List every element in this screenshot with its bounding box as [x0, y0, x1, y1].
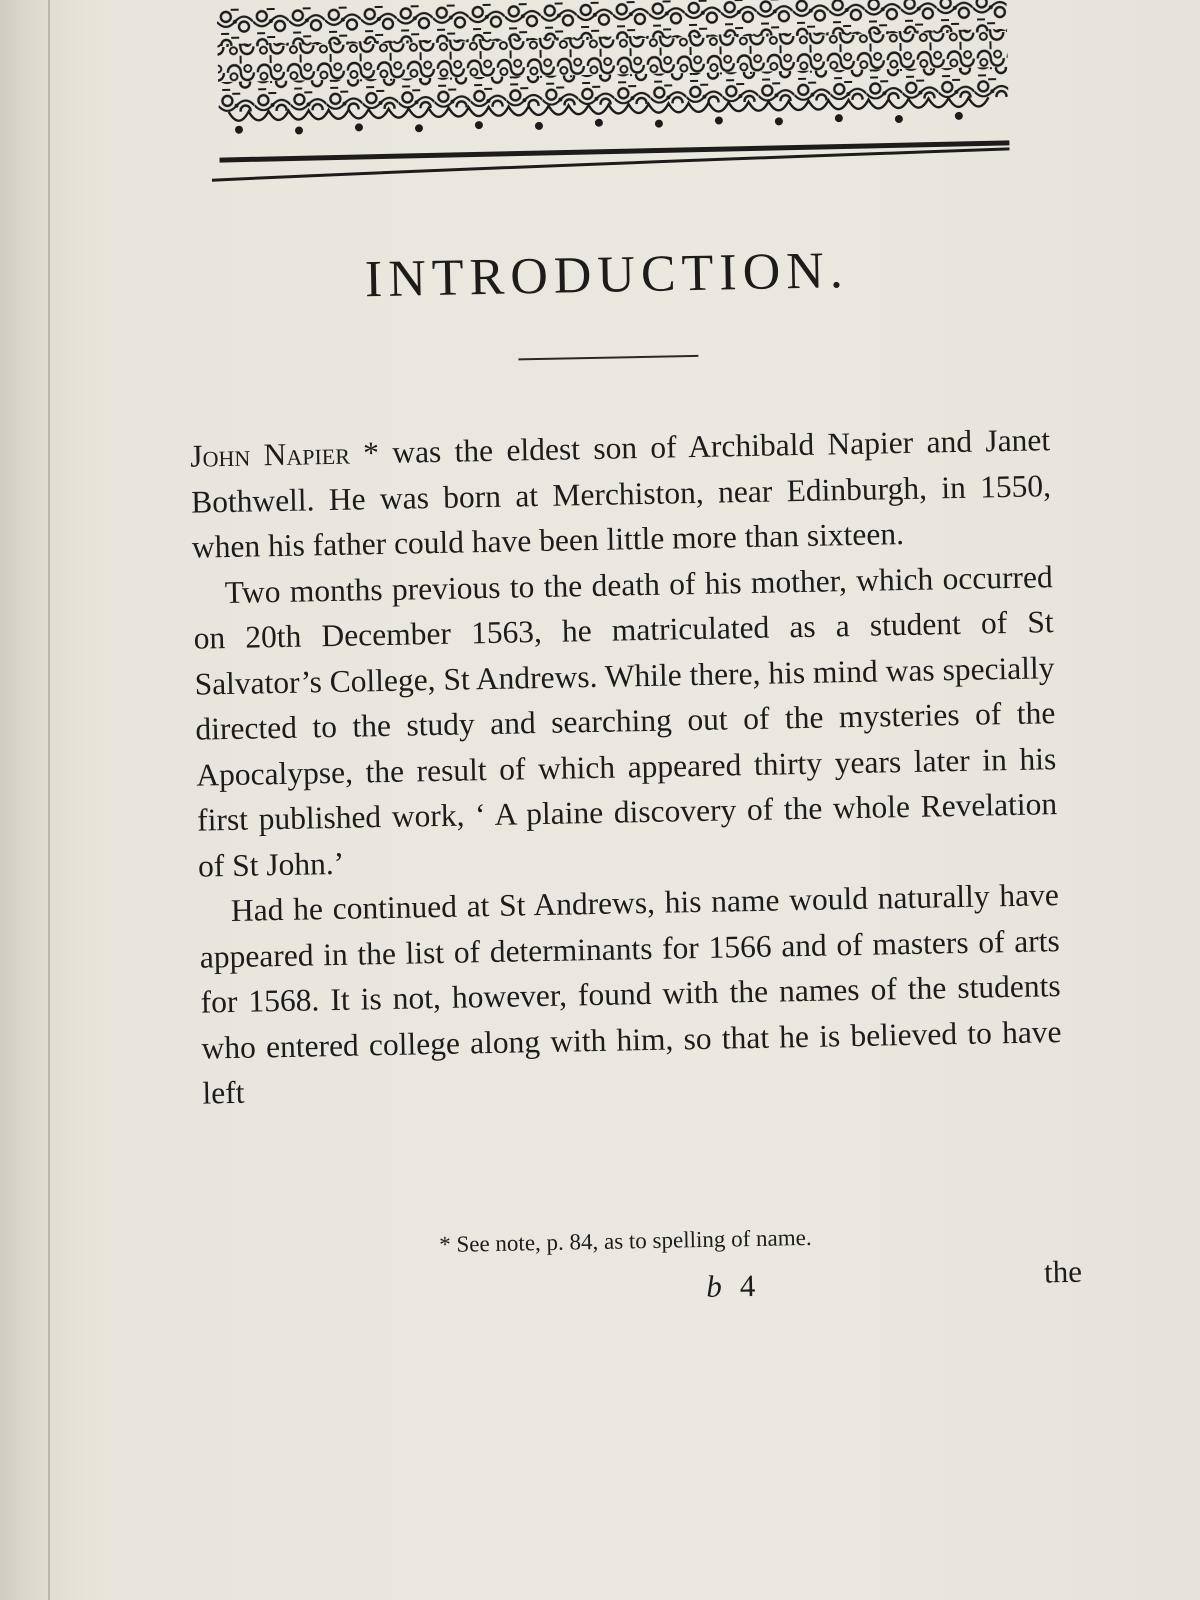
body-text — [190, 417, 1063, 1116]
signature-number: 4 — [739, 1267, 756, 1304]
page-content — [172, 0, 1123, 1600]
paragraph-1-text: * was the eldest son of Archibald Napier and Janet Bothwell. He was born at Merchiston, near Edinburgh, in 1550, when his father could have been little more than sixteen. — [190, 422, 1052, 565]
author-name: John Napier — [189, 435, 351, 474]
catchword: the — [1043, 1253, 1083, 1290]
page-gutter — [48, 0, 50, 1600]
signature-mark — [706, 1268, 756, 1305]
title-underline — [518, 355, 698, 360]
paragraph-3: Had he continued at St Andrews, his name would naturally have appeared in the list of determinants for 1566 and of masters of arts for 1568. It is not, however, found with the names of the students who entered college along with him, so that he is believed to have left — [199, 877, 1062, 1111]
paragraph-2: Two months previous to the death of his mother, which occurred on 20th December 1563, he matriculated as a student of St Salvator’s College, St Andrews. While there, his mind was specially directed to the study and searching out of the mysteries of the Apocalypse, the result of which appeared thirty years later in his first published work, ‘ A plaine discovery of the whole Revelation of St John.’ — [193, 558, 1058, 884]
decorative-headpiece — [217, 0, 1009, 143]
paragraph-1 — [190, 417, 1052, 570]
footnote: * See note, p. 84, as to spelling of name. — [438, 1224, 812, 1258]
signature-letter: b — [705, 1268, 723, 1304]
page-title: INTRODUCTION. — [364, 242, 850, 309]
double-rule — [209, 135, 1015, 190]
